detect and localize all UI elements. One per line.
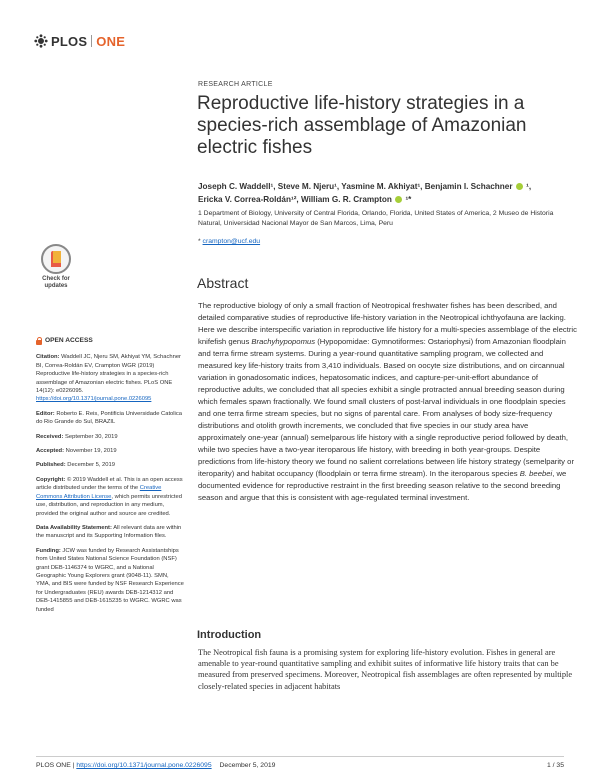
editor-label: Editor:	[36, 410, 55, 417]
footer-journal: PLOS ONE	[36, 762, 71, 769]
plos-logo-icon	[34, 34, 48, 48]
received-value: September 30, 2019	[65, 433, 118, 440]
page-number: 1 / 35	[546, 762, 564, 769]
copyright-text-before: © 2019 Waddell et al. This is an open access article distributed under the terms of the	[36, 476, 183, 492]
editor	[36, 410, 184, 427]
copyright-label: Copyright:	[36, 476, 66, 483]
accepted-value: November 19, 2019	[65, 448, 117, 455]
authors-line-2-suffix: ¹*	[405, 195, 412, 204]
citation-label: Citation:	[36, 354, 60, 361]
authors-line-1-suffix: ¹,	[526, 182, 532, 191]
affiliations: 1 Department of Biology, University of Central Florida, Orlando, Florida, United States of America, 2 Museo de Historia Natural, Universidad Nacional Mayor de San Marcos, Lima, Peru	[198, 210, 554, 227]
article-sidebar	[36, 337, 184, 620]
funding-text: JCW was funded by Research Assistantships from United States National Science Foundation (NSF) grant DEB-1146374 to WGRC, and a National Geographic Young Explorers grant (9048-11). SMN, YMA, and BIS were funded by NSF Research Experience for Undergraduates (REU) awards DEB-1214312 and DEB-1415855 and DEB-1615235 to WGRC. WGRC was funded	[36, 547, 184, 613]
funding	[36, 547, 184, 614]
authors-line-1	[198, 180, 578, 193]
open-access-label: OPEN ACCESS	[45, 337, 93, 344]
article-title: Reproductive life-history strategies in a species-rich assemblage of Amazonian electric fishes	[197, 93, 527, 158]
accepted	[36, 447, 184, 455]
abstract-heading: Abstract	[197, 275, 249, 291]
logo-plos-text: PLOS	[51, 33, 88, 49]
footer-doi-link[interactable]: https://doi.org/10.1371/journal.pone.0226095	[76, 762, 212, 769]
published-label: Published:	[36, 462, 66, 469]
author-list	[198, 180, 578, 206]
citation	[36, 353, 184, 403]
copyright-text-after: , which permits unrestricted use, distribution, and reproduction in any medium, provided the original author and source are credited.	[36, 493, 182, 517]
journal-logo	[34, 33, 125, 49]
check-for-updates-badge[interactable]	[36, 244, 76, 294]
published	[36, 461, 184, 469]
authors-line-2	[198, 193, 578, 206]
genus-name: Brachyhypopomus	[251, 337, 316, 346]
abstract-body: The reproductive biology of only a small fraction of Neotropical freshwater fishes has been described, and detailed comparative studies of reproductive life-history variation in the Neotropical ichthyofauna are lacking. Here we describe interspecific variation in reproductive life history for a multi-species assemblage of the electric knifefish genus Brachyhypopomus (Hypopomidae: Gymnotiformes: Ostariophysi) from Amazonian floodplain and terra firme stream systems. During a year-round quantitative sampling program, we collected and measured key life-history traits from 3,410 individuals. Based on oocyte size distributions, and on circannual variation in gonadosomatic indices, hepatosomatic indices, and capture-per-unit-effort abundance of reproductive adults, we concluded that all species exhibit a single protracted annual breeding season during which females spawn fractionally. We found small clusters of post-larval individuals in one floodplain species and one terra firme stream species, but no signs of parental care. From analyses of body size-frequency distributions and otolith growth increments, we concluded that five species in our study area have approximately one-year (annual) semelparous life history with a single reproductive period followed by death, while two species have a two-year iteroparous life history, with breeding in both year-groups. Despite predictions from life-history theory we found no salient correlations between life history strategy (semelparity or iteroparity) and habitat occupancy (floodplain or terra firme stream). In the iteroparous species B. beebei, we documented evidence for reproductive restraint in the first breeding season relative to the second breeding season and argue that this is consistent with age-regulated terminal investment.	[198, 301, 577, 502]
footer-divider	[36, 756, 564, 757]
footer-separator: |	[70, 762, 77, 769]
data-availability-text: All relevant data are within the manuscript and its Supporting Information files.	[36, 524, 182, 540]
open-access-lock-icon	[36, 337, 42, 345]
citation-doi-link[interactable]: https://doi.org/10.1371/journal.pone.0226095	[36, 396, 152, 403]
introduction-heading: Introduction	[197, 629, 262, 641]
logo-one-text: ONE	[96, 33, 126, 49]
copyright	[36, 476, 184, 518]
data-availability	[36, 524, 184, 541]
page-footer	[36, 762, 275, 769]
funding-label: Funding:	[36, 547, 61, 554]
corresponding-email-link[interactable]: crampton@ucf.edu	[202, 238, 261, 245]
species-name: B. beebei	[519, 469, 553, 478]
orcid-icon[interactable]	[516, 183, 523, 190]
published-value: December 5, 2019	[67, 462, 115, 469]
authors-line-1-text: Joseph C. Waddell¹, Steve M. Njeru¹, Yasmine M. Akhiyat¹, Benjamin I. Schachner	[198, 182, 513, 191]
received	[36, 433, 184, 441]
data-availability-label: Data Availability Statement:	[36, 524, 112, 531]
check-for-updates-icon	[41, 244, 71, 274]
orcid-icon[interactable]	[395, 196, 402, 203]
logo-divider	[91, 35, 92, 47]
corresponding-author	[198, 238, 260, 245]
authors-line-2-text: Ericka V. Correa-Roldán¹², William G. R. Crampton	[198, 195, 392, 204]
open-access	[36, 337, 184, 345]
citation-text: Waddell JC, Njeru SM, Akhiyat YM, Schachner BI, Correa-Roldán EV, Crampton WGR (2019) Reproductive life-history strategies in a species-rich assemblage of Amazonian electric fishes. PLoS ONE 14(12): e0226095.	[36, 354, 181, 395]
corresponding-star: *	[198, 238, 201, 245]
editor-text: Roberto E. Reis, Pontificia Universidade Catolica do Rio Grande do Sul, BRAZIL	[36, 410, 182, 426]
introduction-body: The Neotropical fish fauna is a promising system for exploring life-history evolution. Fishes in general are amenable to year-round quantitative sampling and exhibit suites of informative life history traits that can be measured from preserved specimens. Moreover, Neotropical fish assemblages are often represented by multiple closely-related species in adjacent habitats	[198, 648, 573, 691]
check-for-updates-label: Check for updates	[42, 276, 70, 289]
footer-date: December 5, 2019	[219, 762, 276, 769]
article-type: RESEARCH ARTICLE	[198, 81, 273, 88]
creative-commons-link[interactable]: Creative Commons Attribution License	[36, 485, 162, 500]
received-label: Received:	[36, 433, 64, 440]
accepted-label: Accepted:	[36, 448, 65, 455]
